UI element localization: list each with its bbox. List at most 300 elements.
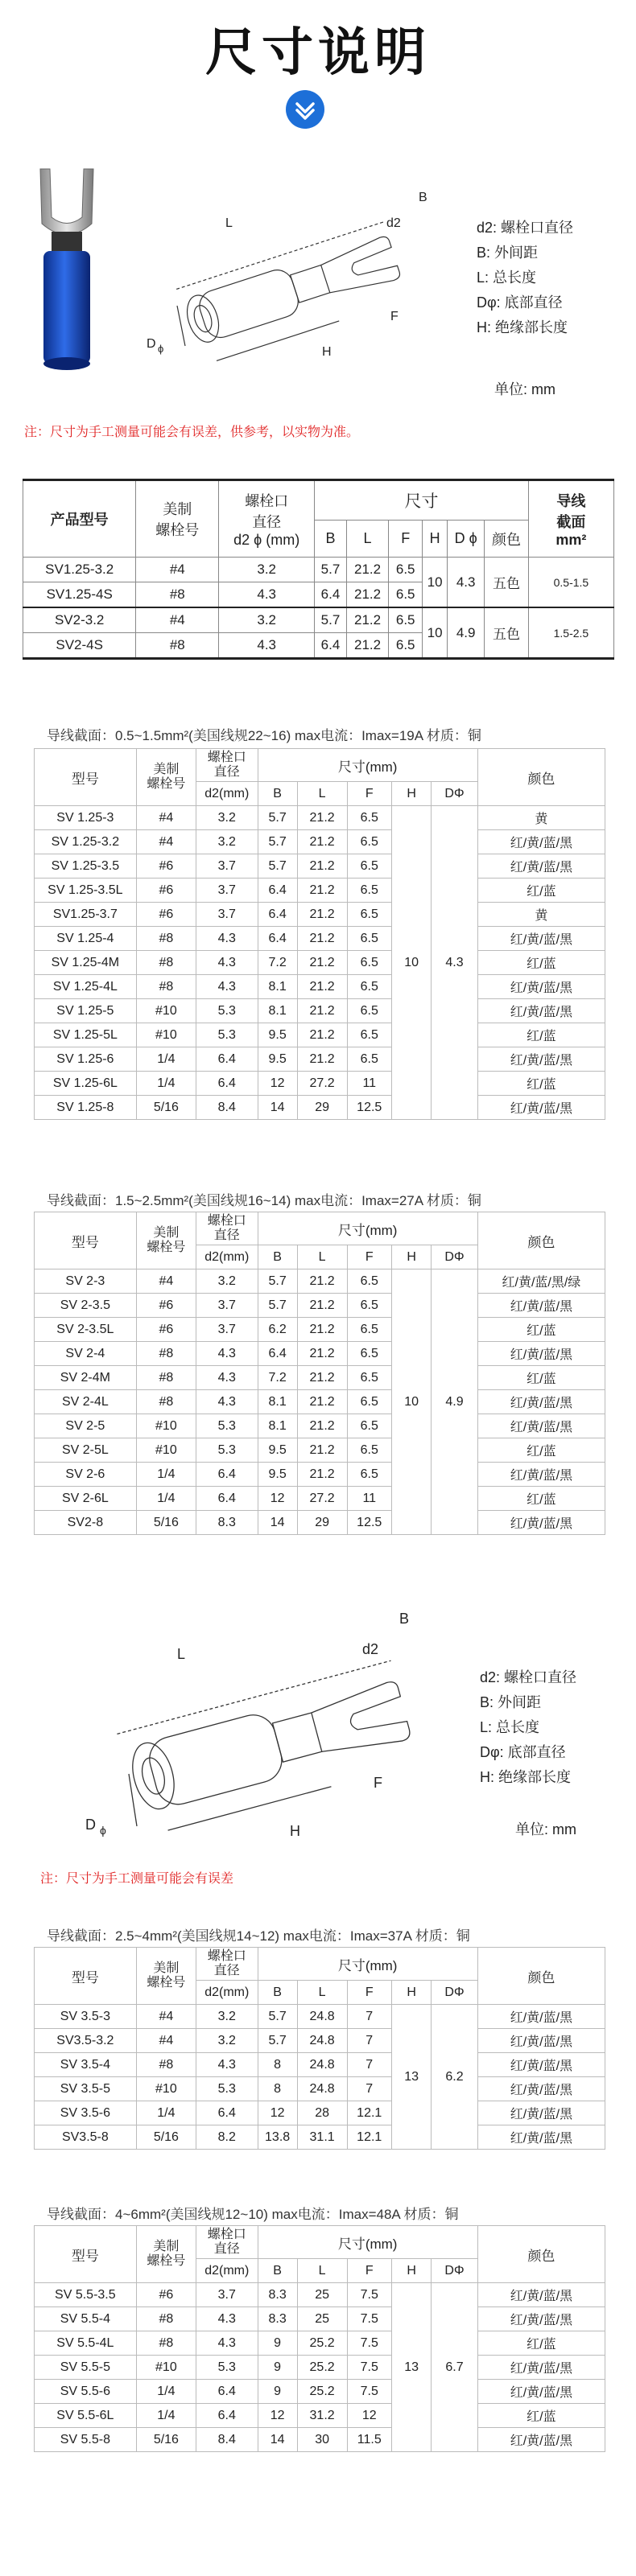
cell: 24.8: [297, 2077, 347, 2101]
col-header-H: H: [392, 1981, 432, 2005]
cell: 5/16: [136, 2428, 196, 2452]
cell: 12: [347, 2404, 392, 2428]
col-header-L: L: [297, 1245, 347, 1269]
cell: 6.5: [347, 927, 392, 951]
cell: 6.2: [258, 1318, 297, 1342]
dim-label-L: L: [225, 216, 233, 230]
cell: 21.2: [297, 1047, 347, 1072]
unit-label-1: 单位: mm: [494, 381, 555, 397]
cell: #4: [136, 806, 196, 830]
cell: 25.2: [297, 2356, 347, 2380]
cell: SV 1.25-3: [35, 806, 137, 830]
cell-color: 红/黄/蓝/黑: [477, 2428, 605, 2452]
col-header-color: 颜色: [477, 1948, 605, 2005]
cell: #6: [136, 2283, 196, 2307]
cell: #8: [136, 927, 196, 951]
cell-H: 13: [392, 2283, 432, 2452]
cell: #8: [136, 1366, 196, 1390]
cell: 6.5: [347, 1318, 392, 1342]
cell: SV 5.5-3.5: [35, 2283, 137, 2307]
cell-D: 6.2: [432, 2005, 478, 2150]
measurement-note-1: 注：尺寸为手工测量可能会有误差，供参考，以实物为准。: [24, 426, 360, 439]
table-caption-3: 导线截面：2.5~4mm²(美国线规14~12) max电流：Imax=37A 材质：铜: [47, 1928, 470, 1944]
cell: SV1.25-4S: [23, 582, 136, 608]
dim-label-L: L: [177, 1646, 186, 1662]
cell: SV 1.25-4L: [35, 975, 137, 999]
col-header-model: 产品型号: [23, 480, 136, 558]
cell: 0.5-1.5: [528, 558, 613, 608]
table-row: [35, 1463, 605, 1487]
col-header-H: H: [392, 2259, 432, 2283]
cell: 7.5: [347, 2307, 392, 2331]
cell-color: 红/黄/蓝/黑: [477, 1390, 605, 1414]
cell: SV 2-5L: [35, 1438, 137, 1463]
cell: 8.3: [196, 1511, 258, 1535]
cell: 21.2: [297, 1318, 347, 1342]
cell: 五色: [485, 558, 529, 608]
cell-H: 10: [392, 1269, 432, 1535]
cell-color: 红/黄/蓝/黑: [477, 999, 605, 1023]
cell: 6.4: [196, 1072, 258, 1096]
chevron-down-icon: [286, 90, 324, 129]
cell: 6.5: [347, 1463, 392, 1487]
col-header-d2: 螺栓口 直径: [196, 1948, 258, 1981]
table-row: [35, 975, 605, 999]
cell: 5.7: [258, 1294, 297, 1318]
cell: 14: [258, 1096, 297, 1120]
cell-color: 红/黄/蓝/黑: [477, 2307, 605, 2331]
page-title: 尺寸说明: [205, 23, 431, 83]
cell: 6.5: [389, 607, 423, 633]
col-header-d2: 螺栓口 直径: [196, 1212, 258, 1245]
cell: 6.5: [347, 1294, 392, 1318]
cell: #10: [136, 1023, 196, 1047]
cell-color: 红/蓝: [477, 879, 605, 903]
cell: 6.4: [196, 2380, 258, 2404]
cell: 21.2: [346, 633, 389, 659]
cell: SV3.5-3.2: [35, 2029, 137, 2053]
table-row: [35, 927, 605, 951]
col-header-H: H: [392, 1245, 432, 1269]
table-caption-1: 导线截面：0.5~1.5mm²(美国线规22~16) max电流：Imax=19A 材质：铜: [47, 728, 481, 743]
cell: 13.8: [258, 2125, 297, 2150]
table-row: [35, 830, 605, 854]
cell: 29: [297, 1511, 347, 1535]
table-row: [35, 1438, 605, 1463]
cell: SV 5.5-4: [35, 2307, 137, 2331]
dim-label-D: D: [147, 337, 156, 351]
table-row: [35, 1366, 605, 1390]
table-row: [35, 999, 605, 1023]
cell: 9: [258, 2331, 297, 2356]
cell: SV 5.5-8: [35, 2428, 137, 2452]
table-row: [35, 2053, 605, 2077]
cell: #8: [136, 951, 196, 975]
cell: SV 3.5-5: [35, 2077, 137, 2101]
cell: 4.3: [196, 975, 258, 999]
cell: 6.5: [347, 1438, 392, 1463]
cell: 6.4: [258, 903, 297, 927]
col-header-L: L: [297, 1981, 347, 2005]
cell: SV 1.25-6: [35, 1047, 137, 1072]
cell: 7.2: [258, 951, 297, 975]
cell: 21.2: [297, 1414, 347, 1438]
col-header-model: 型号: [35, 2226, 137, 2283]
cell-color: 黄: [477, 903, 605, 927]
col-header-size: 尺寸(mm): [258, 1948, 477, 1981]
table-row: [35, 1072, 605, 1096]
cell: 29: [297, 1096, 347, 1120]
cell: 12: [258, 1072, 297, 1096]
cell: 6.4: [258, 879, 297, 903]
table-row: [35, 1096, 605, 1120]
cell: SV 2-3: [35, 1269, 137, 1294]
cell-D: 6.7: [432, 2283, 478, 2452]
cell: 9: [258, 2380, 297, 2404]
cell-color: 红/黄/蓝/黑: [477, 975, 605, 999]
cell: 6.5: [347, 951, 392, 975]
cell: 3.2: [196, 806, 258, 830]
cell: 6.5: [347, 879, 392, 903]
cell: 10: [423, 607, 448, 659]
cell: SV2-3.2: [23, 607, 136, 633]
col-header-F: F: [347, 1981, 392, 2005]
cell-D: 4.3: [432, 806, 478, 1120]
col-header-F: F: [347, 782, 392, 806]
table-row: [35, 2307, 605, 2331]
col-header-size: 尺寸(mm): [258, 1212, 477, 1245]
cell: 21.2: [297, 879, 347, 903]
cell: 6.4: [258, 927, 297, 951]
table-row: [35, 2356, 605, 2380]
cell: 6.5: [347, 854, 392, 879]
cell: 8.1: [258, 975, 297, 999]
cell: SV1.25-3.7: [35, 903, 137, 927]
cell: 21.2: [297, 1390, 347, 1414]
cell: SV 1.25-6L: [35, 1072, 137, 1096]
measurement-note-2: 注：尺寸为手工测量可能会有误差: [40, 1872, 234, 1886]
cell-color: 红/蓝: [477, 1318, 605, 1342]
cell: SV1.25-3.2: [23, 558, 136, 582]
cell: 12: [258, 1487, 297, 1511]
cell: #8: [136, 1342, 196, 1366]
col-header-model: 型号: [35, 1212, 137, 1269]
cell: 21.2: [346, 607, 389, 633]
table-row: [35, 1487, 605, 1511]
cell: SV 1.25-5: [35, 999, 137, 1023]
cell: 8.4: [196, 1096, 258, 1120]
spec-table-1: [34, 748, 605, 1120]
dimension-drawing-1: [129, 177, 451, 362]
col-header-screw: 美制 螺栓号: [136, 1948, 196, 2005]
cell: 12.1: [347, 2125, 392, 2150]
cell: 5/16: [136, 1096, 196, 1120]
col-header-F: F: [347, 2259, 392, 2283]
cell-color: 红/蓝: [477, 1438, 605, 1463]
cell-color: 红/黄/蓝/黑: [477, 2125, 605, 2150]
table-row: [35, 1511, 605, 1535]
cell-color: 红/蓝: [477, 1072, 605, 1096]
col-header-color: 颜色: [477, 749, 605, 806]
table-row: [35, 2404, 605, 2428]
cell: 8.1: [258, 1414, 297, 1438]
cell: 7.5: [347, 2356, 392, 2380]
cell: 3.2: [196, 830, 258, 854]
cell-color: 红/黄/蓝/黑: [477, 2283, 605, 2307]
cell: 5/16: [136, 2125, 196, 2150]
cell: 11: [347, 1072, 392, 1096]
col-header-color: 颜色: [477, 2226, 605, 2283]
dim-label-d2: d2: [362, 1641, 379, 1657]
dim-label-phi: ϕ: [100, 1824, 106, 1837]
cell: 24.8: [297, 2005, 347, 2029]
cell: #8: [136, 2331, 196, 2356]
col-header-B: B: [258, 782, 297, 806]
cell: 3.7: [196, 1318, 258, 1342]
cell-color: 红/蓝: [477, 2331, 605, 2356]
cell: 6.4: [196, 2404, 258, 2428]
legend-item: B: 外间距: [480, 1694, 542, 1710]
cell: #8: [136, 582, 219, 608]
col-header-d2: 螺栓口 直径: [196, 749, 258, 782]
cell: SV 2-4L: [35, 1390, 137, 1414]
cell: SV 3.5-4: [35, 2053, 137, 2077]
col-header-F: F: [389, 521, 423, 558]
cell: 21.2: [297, 927, 347, 951]
spec-table-2: [34, 1212, 605, 1535]
cell: 5.3: [196, 1414, 258, 1438]
dim-label-phi: ϕ: [158, 343, 164, 355]
cell-color: 红/黄/蓝/黑/绿: [477, 1269, 605, 1294]
cell: 21.2: [297, 854, 347, 879]
table-row: [35, 879, 605, 903]
legend-item: H: 绝缘部长度: [477, 319, 568, 335]
col-header-d2-unit: d2(mm): [196, 782, 258, 806]
cell-color: 红/黄/蓝/黑: [477, 1342, 605, 1366]
cell: #4: [136, 830, 196, 854]
cell: #6: [136, 879, 196, 903]
table-row: [23, 558, 614, 582]
cell: 1/4: [136, 1463, 196, 1487]
table-row: [35, 2029, 605, 2053]
cell: 12: [258, 2101, 297, 2125]
cell: 10: [423, 558, 448, 608]
col-header-D: DΦ: [432, 1981, 478, 2005]
cell-color: 红/黄/蓝/黑: [477, 2053, 605, 2077]
col-header-screw: 美制 螺栓号: [136, 1212, 196, 1269]
legend-item: L: 总长度: [480, 1719, 540, 1735]
cell: #10: [136, 1438, 196, 1463]
cell: 12: [258, 2404, 297, 2428]
cell-color: 红/黄/蓝/黑: [477, 1096, 605, 1120]
cell: 3.2: [196, 2029, 258, 2053]
cell: 1.5-2.5: [528, 607, 613, 659]
table-row: [35, 1023, 605, 1047]
cell: 1/4: [136, 1487, 196, 1511]
dim-label-H: H: [290, 1823, 300, 1839]
cell: SV 1.25-3.5L: [35, 879, 137, 903]
cell: #6: [136, 854, 196, 879]
table-row: [35, 806, 605, 830]
cell: 24.8: [297, 2029, 347, 2053]
col-header-B: B: [258, 1981, 297, 2005]
dim-label-F: F: [390, 310, 399, 323]
cell: 6.5: [347, 1023, 392, 1047]
cell: #8: [136, 975, 196, 999]
cell: SV3.5-8: [35, 2125, 137, 2150]
cell: 6.5: [347, 903, 392, 927]
cell: 4.3: [196, 1342, 258, 1366]
table-header-row: [35, 1212, 605, 1245]
cell: #8: [136, 1390, 196, 1414]
cell: 8.2: [196, 2125, 258, 2150]
dimension-legend-1: [477, 216, 573, 340]
cell: 7.5: [347, 2380, 392, 2404]
cell-color: 红/蓝: [477, 951, 605, 975]
cell: 1/4: [136, 1047, 196, 1072]
cell: 8.4: [196, 2428, 258, 2452]
cell-color: 红/黄/蓝/黑: [477, 854, 605, 879]
cell: 14: [258, 2428, 297, 2452]
cell: 31.1: [297, 2125, 347, 2150]
table-header-row: [35, 2226, 605, 2259]
col-header-color: 颜色: [477, 1212, 605, 1269]
cell: 25: [297, 2307, 347, 2331]
table-row: [35, 903, 605, 927]
cell-D: 4.9: [432, 1269, 478, 1535]
cell: SV 5.5-6: [35, 2380, 137, 2404]
cell: 4.3: [196, 2053, 258, 2077]
cell: 3.7: [196, 854, 258, 879]
cell: 25.2: [297, 2380, 347, 2404]
table-row: [35, 2283, 605, 2307]
cell: 6.5: [347, 975, 392, 999]
table-row: [35, 1269, 605, 1294]
cell: 7.2: [258, 1366, 297, 1390]
cell: 6.4: [315, 582, 347, 608]
cell: 9: [258, 2356, 297, 2380]
cell: 5/16: [136, 1511, 196, 1535]
cell: SV 2-4M: [35, 1366, 137, 1390]
cell: 6.5: [389, 633, 423, 659]
cell: #4: [136, 1269, 196, 1294]
cell: 12.5: [347, 1511, 392, 1535]
cell: 9.5: [258, 1047, 297, 1072]
cell: 5.3: [196, 999, 258, 1023]
col-header-F: F: [347, 1245, 392, 1269]
cell-color: 红/黄/蓝/黑: [477, 830, 605, 854]
cell-color: 红/黄/蓝/黑: [477, 1511, 605, 1535]
cell: 6.5: [347, 830, 392, 854]
cell: 5.7: [258, 830, 297, 854]
table-row: [35, 854, 605, 879]
legend-item: d2: 螺栓口直径: [480, 1669, 577, 1685]
cell: #10: [136, 2356, 196, 2380]
cell: 27.2: [297, 1487, 347, 1511]
cell: SV2-8: [35, 1511, 137, 1535]
spec-table-3: [34, 1947, 605, 2150]
table-row: [23, 607, 614, 633]
cell: SV 2-6: [35, 1463, 137, 1487]
col-header-size: 尺寸: [315, 480, 529, 521]
cell: SV 5.5-4L: [35, 2331, 137, 2356]
cell-color: 红/黄/蓝/黑: [477, 1463, 605, 1487]
legend-item: d2: 螺栓口直径: [477, 220, 574, 236]
table-row: [35, 1342, 605, 1366]
cell: 25.2: [297, 2331, 347, 2356]
cell: 6.5: [389, 582, 423, 608]
cell: 21.2: [297, 1294, 347, 1318]
cell: 4.3: [448, 558, 485, 608]
cell: 4.3: [196, 1390, 258, 1414]
cell: 4.3: [196, 2331, 258, 2356]
cell: 8.1: [258, 999, 297, 1023]
cell: 8.3: [258, 2283, 297, 2307]
dim-label-B: B: [419, 191, 427, 204]
cell: #6: [136, 1294, 196, 1318]
cell: 5.7: [258, 2029, 297, 2053]
cell: 30: [297, 2428, 347, 2452]
col-header-size: 尺寸(mm): [258, 2226, 477, 2259]
legend-item: L: 总长度: [477, 270, 537, 286]
cell-color: 红/黄/蓝/黑: [477, 1047, 605, 1072]
table-row: [35, 2380, 605, 2404]
cell: #8: [136, 633, 219, 659]
col-header-D: DΦ: [432, 782, 478, 806]
cell: 8.1: [258, 1390, 297, 1414]
cell: 21.2: [346, 582, 389, 608]
cell: 6.4: [196, 1047, 258, 1072]
cell: 4.3: [196, 2307, 258, 2331]
cell: SV 1.25-3.2: [35, 830, 137, 854]
table-header-row: [35, 1948, 605, 1981]
cell: 8: [258, 2053, 297, 2077]
col-header-color: 颜色: [485, 521, 529, 558]
cell: SV 5.5-6L: [35, 2404, 137, 2428]
col-header-section: 导线 截面 mm²: [528, 480, 613, 558]
cell: 1/4: [136, 1072, 196, 1096]
cell: #10: [136, 1414, 196, 1438]
cell: 3.2: [196, 1269, 258, 1294]
cell: 6.4: [315, 633, 347, 659]
cell: 6.4: [196, 1463, 258, 1487]
table-row: [35, 2125, 605, 2150]
table-caption-2: 导线截面：1.5~2.5mm²(美国线规16~14) max电流：Imax=27A 材质：铜: [47, 1193, 481, 1208]
table-row: [35, 2077, 605, 2101]
col-header-B: B: [258, 2259, 297, 2283]
cell: SV2-4S: [23, 633, 136, 659]
cell: #10: [136, 2077, 196, 2101]
col-header-screw: 美制 螺栓号: [136, 480, 219, 558]
dim-label-H: H: [322, 345, 332, 359]
cell: 21.2: [297, 975, 347, 999]
cell: 21.2: [297, 903, 347, 927]
cell: 27.2: [297, 1072, 347, 1096]
table-row: [35, 2005, 605, 2029]
col-header-screw: 美制 螺栓号: [136, 2226, 196, 2283]
dim-label-F: F: [374, 1775, 382, 1791]
cell: 7: [347, 2053, 392, 2077]
cell: 7: [347, 2005, 392, 2029]
cell-color: 红/黄/蓝/黑: [477, 1294, 605, 1318]
summary-table: [23, 479, 614, 660]
cell-H: 10: [392, 806, 432, 1120]
cell: 6.5: [389, 558, 423, 582]
cell: 7: [347, 2029, 392, 2053]
cell: 6.4: [196, 2101, 258, 2125]
cell: 五色: [485, 607, 529, 659]
col-header-H: H: [423, 521, 448, 558]
